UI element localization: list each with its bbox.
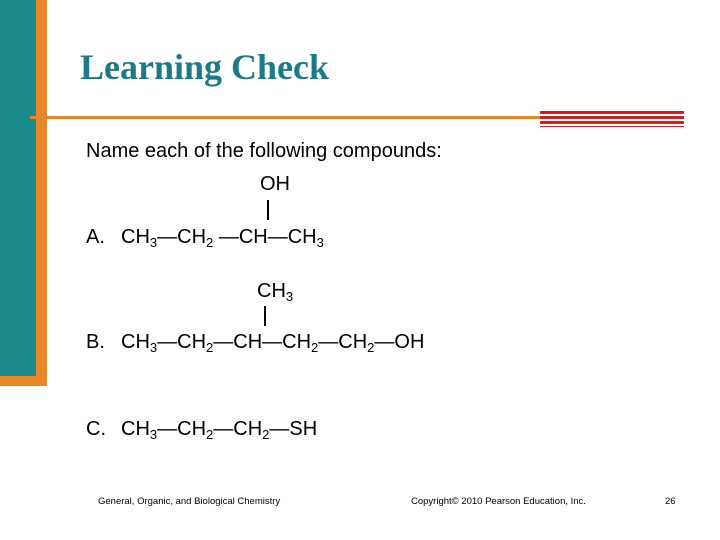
compound-a-oh-branch: OH [260, 173, 290, 195]
question-prompt: Name each of the following compounds: [86, 140, 442, 162]
footer-book-title: General, Organic, and Biological Chemistry [98, 496, 281, 507]
footer-page-number: 26 [665, 496, 676, 507]
left-orange-bar [36, 0, 47, 386]
slide-title: Learning Check [80, 47, 330, 87]
compound-a-label: A. [86, 226, 105, 248]
left-orange-bar-bottom [0, 376, 47, 386]
footer-copyright: Copyright© 2010 Pearson Education, Inc. [411, 496, 586, 507]
compound-b-branch-bond [264, 306, 266, 326]
title-rule-red-accent [540, 111, 684, 127]
compound-a-branch-bond [267, 200, 269, 220]
compound-a-formula: $CH_3—CH_2$ $—CH—CH_3$ [121, 226, 324, 250]
compound-c-formula: $CH_3—CH_2—CH_2—SH$ [121, 418, 318, 442]
left-teal-bar [0, 0, 36, 376]
compound-b-label: B. [86, 331, 105, 353]
compound-b-methyl-branch: $CH_3$ [257, 280, 294, 304]
compound-c-label: C. [86, 418, 106, 440]
compound-b-formula: $CH_3—CH_2—CH—CH_2—CH_2—OH$ [121, 331, 425, 355]
title-underline [30, 116, 540, 119]
